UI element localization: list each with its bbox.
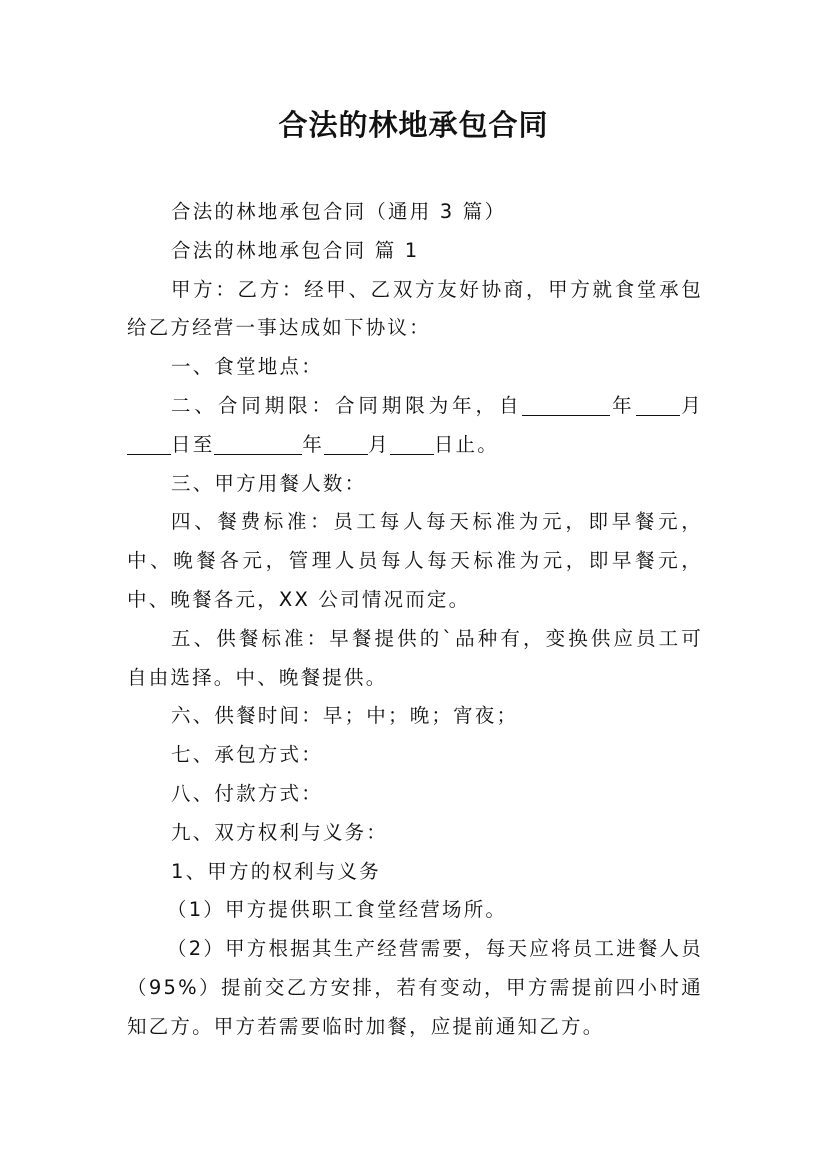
document-subtitle: 合法的林地承包合同（通用 3 篇） xyxy=(171,200,507,223)
term-text-f: 月 xyxy=(368,432,390,456)
paragraph-parties: 甲方：乙方：经甲、乙双方友好协商，甲方就食堂承包给乙方经营一事达成如下协议： xyxy=(127,277,703,340)
term-text-e: 年 xyxy=(302,432,325,456)
blank-month-start xyxy=(636,395,680,416)
paragraph-time: 六、供餐时间：早；中；晚；宵夜； xyxy=(171,704,519,728)
paragraph-payment: 八、付款方式： xyxy=(171,781,323,805)
paragraph-term xyxy=(127,387,703,465)
document-title: 合法的林地承包合同 xyxy=(278,108,549,142)
blank-day-end xyxy=(390,434,434,455)
blank-year-end xyxy=(214,434,302,455)
term-text-c: 月 xyxy=(679,393,703,417)
paragraph-fee: 四、餐费标准：员工每人每天标准为元，即早餐元，中、晚餐各元，管理人员每人每天标准为元，即早餐元，中、晚餐各元，XX 公司情况而定。 xyxy=(127,510,703,611)
paragraph-item-1: （1）甲方提供职工食堂经营场所。 xyxy=(167,898,508,922)
term-text-g: 日止。 xyxy=(433,432,499,456)
paragraph-item-2: （2）甲方根据其生产经营需要，每天应将员工进餐人员（95%）提前交乙方安排，若有变动，甲方需提前四小时通知乙方。甲方若需要临时加餐，应提前通知乙方。 xyxy=(127,937,703,1038)
term-text-a: 二、合同期限：合同期限为年，自 xyxy=(171,393,523,417)
blank-year-start xyxy=(522,395,610,416)
paragraph-supply: 五、供餐标准：早餐提供的`品种有，变换供应员工可自由选择。中、晚餐提供。 xyxy=(127,626,703,689)
blank-month-end xyxy=(324,434,368,455)
paragraph-location: 一、食堂地点： xyxy=(171,355,323,379)
paragraph-method: 七、承包方式： xyxy=(171,743,323,767)
section-heading: 合法的林地承包合同 篇 1 xyxy=(171,238,420,262)
paragraph-count: 三、甲方用餐人数： xyxy=(171,471,367,495)
document-body xyxy=(127,193,703,1047)
paragraph-rights: 九、双方权利与义务： xyxy=(171,820,389,844)
blank-day-start xyxy=(127,434,171,455)
term-text-d: 日至 xyxy=(171,432,215,456)
term-text-b: 年 xyxy=(610,393,636,417)
paragraph-party-a: 1、甲方的权利与义务 xyxy=(171,859,381,883)
